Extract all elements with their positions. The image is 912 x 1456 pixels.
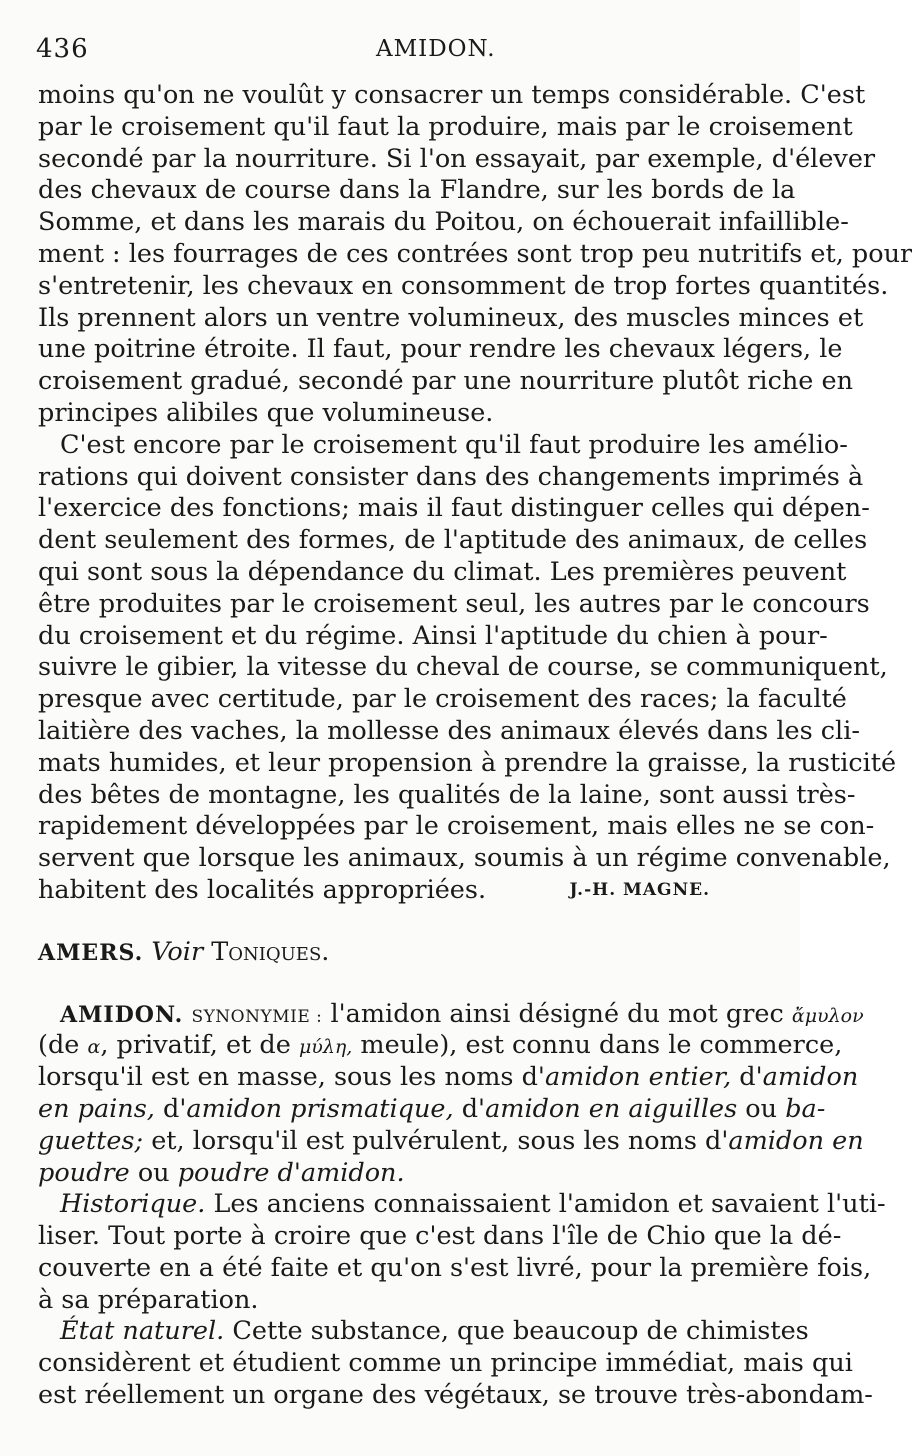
- paragraph-crossbreeding: [38, 429, 897, 907]
- text-line: [38, 1158, 758, 1190]
- text-line: C'est encore par le croisement qu'il faut produire les amélio-: [60, 429, 848, 460]
- text-line: [38, 1062, 859, 1094]
- text-line: secondé par la nourriture. Si l'on essayait, par exemple, d'élever: [38, 143, 876, 174]
- text-line: [38, 1316, 809, 1348]
- text-line: laitière des vaches, la mollesse des animaux élevés dans les cli-: [38, 715, 860, 746]
- greek-letter: α: [87, 1036, 101, 1059]
- text-run: meule), est connu dans le commerce,: [360, 1030, 843, 1061]
- text-run: d': [739, 1062, 763, 1093]
- text-line: servent que lorsque les animaux, soumis à un régime convenable,: [38, 843, 891, 874]
- text-run: et, lorsqu'il est pulvérulent, sous les noms d': [151, 1125, 729, 1156]
- text-run: (de: [38, 1030, 80, 1061]
- text-line: qui sont sous la dépendance du climat. Les premières peuvent: [38, 556, 847, 587]
- italic-term: en pains,: [38, 1093, 155, 1124]
- page-number: 436: [36, 34, 89, 64]
- text-run: d': [163, 1093, 187, 1124]
- italic-term: ba-: [785, 1093, 826, 1124]
- text-line: [38, 1093, 826, 1126]
- spacer: [38, 969, 758, 999]
- running-head: AMIDON.: [376, 36, 496, 62]
- text-line: suivre le gibier, la vitesse du cheval de course, se communiquent,: [38, 652, 888, 683]
- entry-amers: [38, 937, 758, 969]
- text-line: ment : les fourrages de ces contrées sont trop peu nutritifs et, pour: [38, 238, 912, 269]
- text-line: [38, 998, 864, 1031]
- text-line: s'entretenir, les chevaux en consomment de trop fortes quantités.: [38, 270, 889, 301]
- entry-line: [38, 937, 758, 969]
- section-label: Historique.: [60, 1189, 206, 1220]
- page-header: [36, 34, 766, 70]
- text-run: lorsqu'il est en masse, sous les noms d': [38, 1062, 545, 1093]
- text-line: couverte en a été faite et qu'on s'est livré, pour la première fois,: [38, 1252, 872, 1283]
- text-line: mats humides, et leur propension à prendre la graisse, la rusticité: [38, 747, 897, 778]
- text-run: , privatif, et de: [100, 1030, 291, 1061]
- text-line: est réellement un organe des végétaux, se trouve très-abondam-: [38, 1380, 873, 1411]
- text-run: d': [461, 1093, 486, 1124]
- greek-word: ἄμυλον: [791, 1004, 864, 1027]
- text-line: Ils prennent alors un ventre volumineux, des muscles minces et: [38, 302, 864, 333]
- text-run: ou: [137, 1157, 170, 1188]
- text-line: Somme, et dans les marais du Poitou, on échouerait infaillible-: [38, 207, 849, 238]
- text-line: rations qui doivent consister dans des changements imprimés à: [38, 461, 864, 492]
- paragraph-etat-naturel: [38, 1316, 873, 1411]
- text-line: considèrent et étudient comme un principe immédiat, mais qui: [38, 1348, 853, 1379]
- text-run: Les anciens connaissaient l'amidon et savaient l'uti-: [213, 1189, 886, 1220]
- text-line: à sa préparation.: [38, 1284, 259, 1315]
- text-line: des bêtes de montagne, les qualités de la laine, sont aussi très-: [38, 779, 856, 810]
- body-text: [38, 80, 912, 1412]
- see-label: Voir: [151, 936, 204, 967]
- text-line-with-signature: [38, 875, 758, 907]
- text-run: Cette substance, que beaucoup de chimistes: [232, 1316, 809, 1347]
- text-run: l'amidon ainsi désigné du mot grec: [330, 998, 784, 1029]
- text-line: dent seulement des formes, de l'aptitude des animaux, de celles: [38, 525, 868, 556]
- spacer: [38, 907, 758, 937]
- entry-heading: AMERS.: [38, 939, 144, 966]
- greek-word: μύλη,: [298, 1036, 353, 1059]
- italic-term: poudre d'amidon.: [177, 1157, 405, 1188]
- text-line: presque avec certitude, par le croisement des races; la faculté: [38, 684, 847, 715]
- text-line: principes alibiles que volumineuse.: [38, 397, 494, 428]
- paragraph-horse-breeding: [38, 80, 912, 430]
- text-line: [38, 1030, 843, 1062]
- italic-term: guettes;: [38, 1125, 144, 1156]
- italic-term: amidon prismatique,: [186, 1093, 454, 1124]
- text-line: croisement gradué, secondé par une nourriture plutôt riche en: [38, 366, 853, 397]
- entry-heading: AMIDON.: [60, 1001, 184, 1028]
- entry-amidon: [38, 998, 864, 1190]
- text-line: être produites par le croisement seul, les autres par le concours: [38, 588, 870, 619]
- text-line: par le croisement qu'il faut la produire, mais par le croisement: [38, 111, 853, 142]
- italic-term: amidon: [762, 1062, 859, 1093]
- text-line: liser. Tout porte à croire que c'est dans l'île de Chio que la dé-: [38, 1221, 842, 1252]
- italic-term: amidon en: [728, 1125, 864, 1156]
- text-line: [38, 1125, 864, 1158]
- text-line: des chevaux de course dans la Flandre, sur les bords de la: [38, 175, 796, 206]
- text-line: une poitrine étroite. Il faut, pour rendre les chevaux légers, le: [38, 334, 843, 365]
- synonymy-label: SYNONYMIE :: [191, 1006, 323, 1027]
- paragraph-historique: [38, 1189, 886, 1316]
- italic-term: amidon en aiguilles: [485, 1093, 738, 1124]
- italic-term: poudre: [38, 1157, 130, 1188]
- text-line: rapidement développées par le croisement, mais elles ne se con-: [38, 811, 875, 842]
- text-line: [38, 1189, 886, 1221]
- text-line: habitent des localités appropriées.: [38, 874, 487, 905]
- section-label: État naturel.: [60, 1316, 225, 1347]
- text-line: du croisement et du régime. Ainsi l'aptitude du chien à pour-: [38, 620, 828, 651]
- cross-reference: Toniques.: [211, 936, 330, 967]
- text-line: l'exercice des fonctions; mais il faut distinguer celles qui dépen-: [38, 493, 870, 524]
- text-line: moins qu'on ne voulût y consacrer un temps considérable. C'est: [38, 80, 866, 110]
- text-run: ou: [745, 1093, 778, 1124]
- author-signature: J.-H. MAGNE.: [569, 879, 710, 900]
- italic-term: amidon entier,: [544, 1062, 732, 1093]
